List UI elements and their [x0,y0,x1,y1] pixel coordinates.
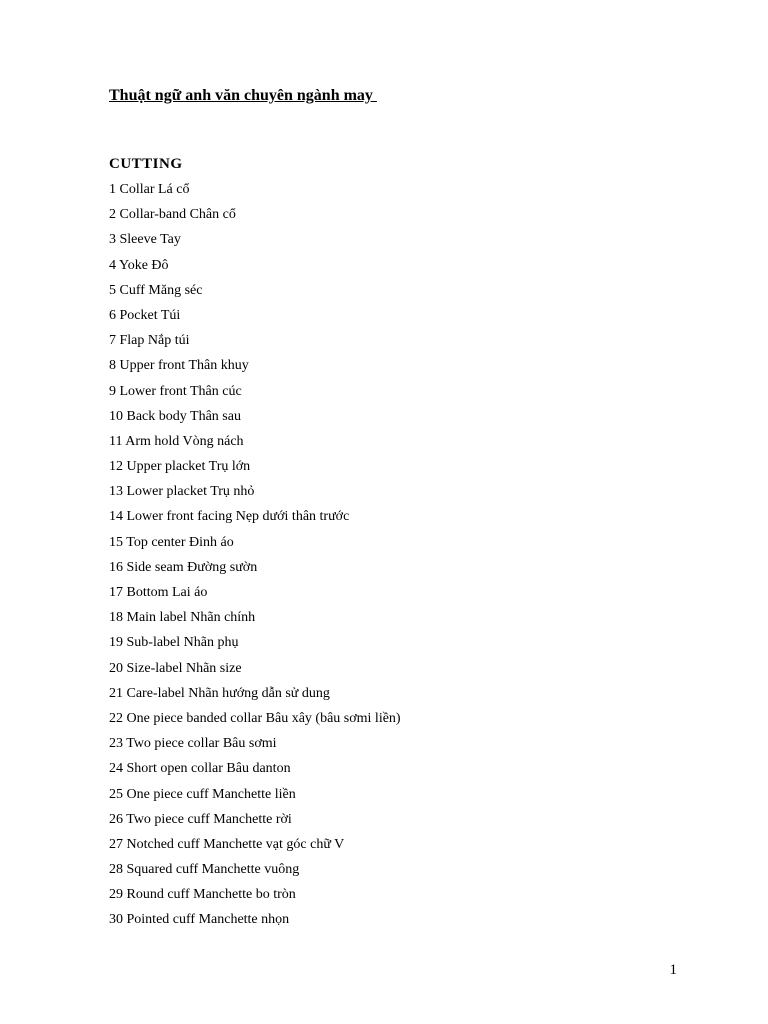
term-list [109,180,401,936]
page-number: 1 [669,962,677,978]
list-item: 7 Flap Nắp túi [109,333,190,349]
list-item: 8 Upper front Thân khuy [109,358,249,374]
list-item: 29 Round cuff Manchette bo tròn [109,887,296,903]
list-item: 28 Squared cuff Manchette vuông [109,862,300,878]
list-item: 17 Bottom Lai áo [109,585,208,600]
list-item: 15 Top center Đinh áo [109,534,234,550]
list-item: 26 Two piece cuff Manchette rời [109,811,292,827]
list-item: 6 Pocket Túi [109,307,181,323]
list-item: 20 Size-label Nhãn size [109,660,242,676]
list-item: 27 Notched cuff Manchette vạt góc chữ V [109,836,345,852]
list-item: 22 One piece banded collar Bâu xây (bâu sơmi liền) [109,710,401,726]
list-item: 12 Upper placket Trụ lớn [109,459,251,475]
list-item: 23 Two piece collar Bâu sơmi [109,736,277,752]
list-item: 13 Lower placket Trụ nhỏ [109,484,255,500]
list-item: 10 Back body Thân sau [109,408,241,424]
list-item: 2 Collar-band Chân cổ [109,207,236,223]
list-item: 18 Main label Nhãn chính [109,610,256,626]
list-item: 4 Yoke Đô [109,257,169,273]
list-item: 25 One piece cuff Manchette liền [109,786,296,802]
list-item: 19 Sub-label Nhãn phụ [109,635,239,651]
list-item: 16 Side seam Đường sườn [109,559,258,575]
list-item: 14 Lower front facing Nẹp dưới thân trước [109,509,350,525]
section-heading: CUTTING [109,156,183,172]
document-title: Thuật ngữ anh văn chuyên ngành may [109,87,377,104]
list-item: 5 Cuff Măng séc [109,282,203,298]
list-item: 21 Care-label Nhãn hướng dẫn sử dung [109,685,330,701]
list-item: 24 Short open collar Bâu danton [109,761,291,777]
list-item: 11 Arm hold Vòng nách [109,433,244,449]
list-item: 1 Collar Lá cổ [109,182,190,197]
list-item: 9 Lower front Thân cúc [109,383,242,399]
list-item: 3 Sleeve Tay [109,232,181,248]
list-item: 30 Pointed cuff Manchette nhọn [109,912,290,928]
